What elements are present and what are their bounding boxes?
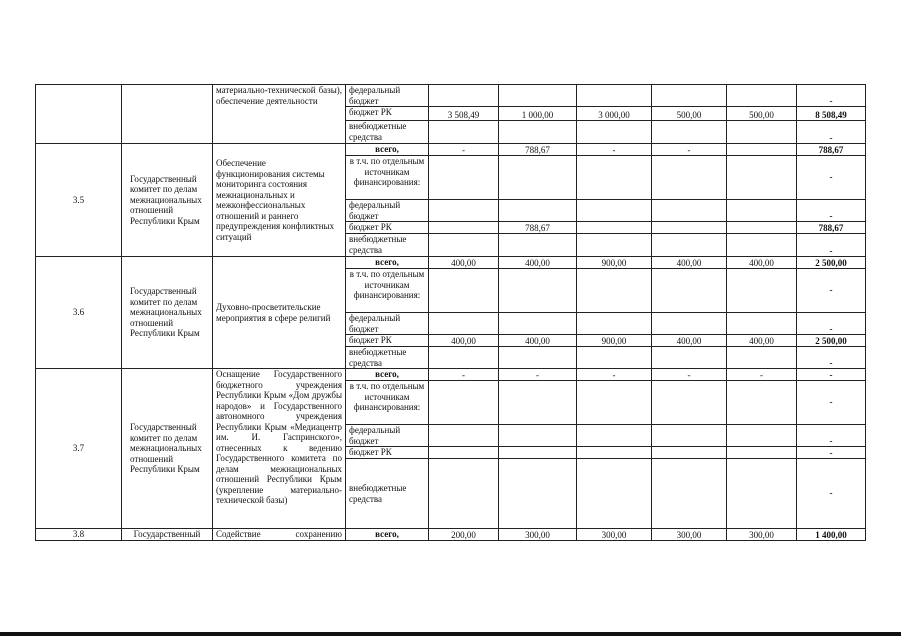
extra-total: -	[797, 234, 866, 257]
row-3-6-total	[36, 257, 866, 269]
total-label: всего,	[346, 529, 429, 541]
total-value: -	[499, 369, 577, 381]
rk-value: 400,00	[499, 335, 577, 347]
cont-num-cell	[36, 85, 122, 144]
rk-total: -	[797, 447, 866, 459]
row-number: 3.5	[36, 144, 122, 257]
responsible-org: Государственный комитет по делам межнациональных отношений Республики Крым	[122, 369, 213, 529]
budget-table	[35, 84, 866, 541]
total-value: -	[652, 144, 727, 156]
cont-rk-value: 3 000,00	[577, 107, 652, 121]
total-sum: 788,67	[797, 144, 866, 156]
total-value: 300,00	[499, 529, 577, 541]
total-label: всего,	[346, 369, 429, 381]
rk-value: 900,00	[577, 335, 652, 347]
cont-federal-row	[36, 85, 866, 107]
total-label: всего,	[346, 257, 429, 269]
incl-total: -	[797, 156, 866, 200]
total-value: -	[577, 369, 652, 381]
rk-total: 788,67	[797, 222, 866, 234]
total-value: 300,00	[577, 529, 652, 541]
cont-org-cell	[122, 85, 213, 144]
total-value: -	[429, 144, 499, 156]
cont-federal-total: -	[797, 85, 866, 107]
responsible-org: Государственный комитет по делам межнациональных отношений Республики Крым	[122, 144, 213, 257]
extra-label: внебюджетные средства	[346, 347, 429, 369]
cont-rk-value: 3 508,49	[429, 107, 499, 121]
rk-total: 2 500,00	[797, 335, 866, 347]
row-3-5-total	[36, 144, 866, 156]
responsible-org: Государственный комитет по делам межнациональных отношений Республики Крым	[122, 257, 213, 369]
event-name: Обеспечение функционирования системы мониторинга состояния межнациональных и межконфессиональных отношений и раннего предупреждения конфликтных ситуаций	[213, 144, 346, 257]
row-3-8-total	[36, 529, 866, 541]
incl-total: -	[797, 269, 866, 313]
incl-total: -	[797, 381, 866, 425]
total-sum: 2 500,00	[797, 257, 866, 269]
cont-rk-label: бюджет РК	[346, 107, 429, 121]
cont-event-cell: материально-технической базы), обеспечение деятельности	[213, 85, 346, 144]
cont-rk-value: 500,00	[652, 107, 727, 121]
row-3-7-total	[36, 369, 866, 381]
total-value: 900,00	[577, 257, 652, 269]
cont-extra-label: внебюджетные средства	[346, 121, 429, 144]
scan-bottom-edge	[0, 632, 901, 636]
responsible-org: Государственный	[122, 529, 213, 541]
rk-value: 400,00	[727, 335, 797, 347]
event-name: Духовно-просветительские мероприятия в сфере религий	[213, 257, 346, 369]
extra-label: внебюджетные средства	[346, 459, 429, 529]
rk-label: бюджет РК	[346, 335, 429, 347]
rk-value: 788,67	[499, 222, 577, 234]
incl-label: в т.ч. по отдельным источникам финансирования:	[346, 269, 429, 313]
total-value: 400,00	[429, 257, 499, 269]
total-value: 400,00	[652, 257, 727, 269]
rk-label: бюджет РК	[346, 222, 429, 234]
row-number: 3.6	[36, 257, 122, 369]
rk-value: 400,00	[429, 335, 499, 347]
row-number: 3.7	[36, 369, 122, 529]
event-name: Содействие сохранению	[213, 529, 346, 541]
federal-total: -	[797, 313, 866, 335]
total-value: -	[577, 144, 652, 156]
incl-label: в т.ч. по отдельным источникам финансирования:	[346, 381, 429, 425]
total-value: -	[652, 369, 727, 381]
federal-total: -	[797, 200, 866, 222]
federal-label: федеральный бюджет	[346, 200, 429, 222]
cont-rk-total: 8 508,49	[797, 107, 866, 121]
incl-label: в т.ч. по отдельным источникам финансирования:	[346, 156, 429, 200]
extra-total: -	[797, 347, 866, 369]
extra-label: внебюджетные средства	[346, 234, 429, 257]
total-value	[727, 144, 797, 156]
total-value: 200,00	[429, 529, 499, 541]
total-label: всего,	[346, 144, 429, 156]
row-number: 3.8	[36, 529, 122, 541]
total-value: 300,00	[727, 529, 797, 541]
federal-total: -	[797, 425, 866, 447]
total-value: 400,00	[727, 257, 797, 269]
total-value: -	[727, 369, 797, 381]
extra-total: -	[797, 459, 866, 529]
total-value: 400,00	[499, 257, 577, 269]
event-name: Оснащение Государственного бюджетного учреждения Республики Крым «Дом дружбы народов» и Государственного автономного учреждения Республики Крым «Медиацентр им. И. Гаспринского», отнесенных к ведению Государственного комитета по делам межнациональных отношений Республики Крым (укрепление материально-технической базы)	[213, 369, 346, 529]
cont-extra-total: -	[797, 121, 866, 144]
cont-rk-value: 1 000,00	[499, 107, 577, 121]
total-value: -	[429, 369, 499, 381]
total-value: 788,67	[499, 144, 577, 156]
federal-label: федеральный бюджет	[346, 313, 429, 335]
rk-value: 400,00	[652, 335, 727, 347]
total-value: 300,00	[652, 529, 727, 541]
total-sum: -	[797, 369, 866, 381]
rk-label: бюджет РК	[346, 447, 429, 459]
cont-federal-label: федеральный бюджет	[346, 85, 429, 107]
federal-label: федеральный бюджет	[346, 425, 429, 447]
cont-rk-value: 500,00	[727, 107, 797, 121]
total-sum: 1 400,00	[797, 529, 866, 541]
